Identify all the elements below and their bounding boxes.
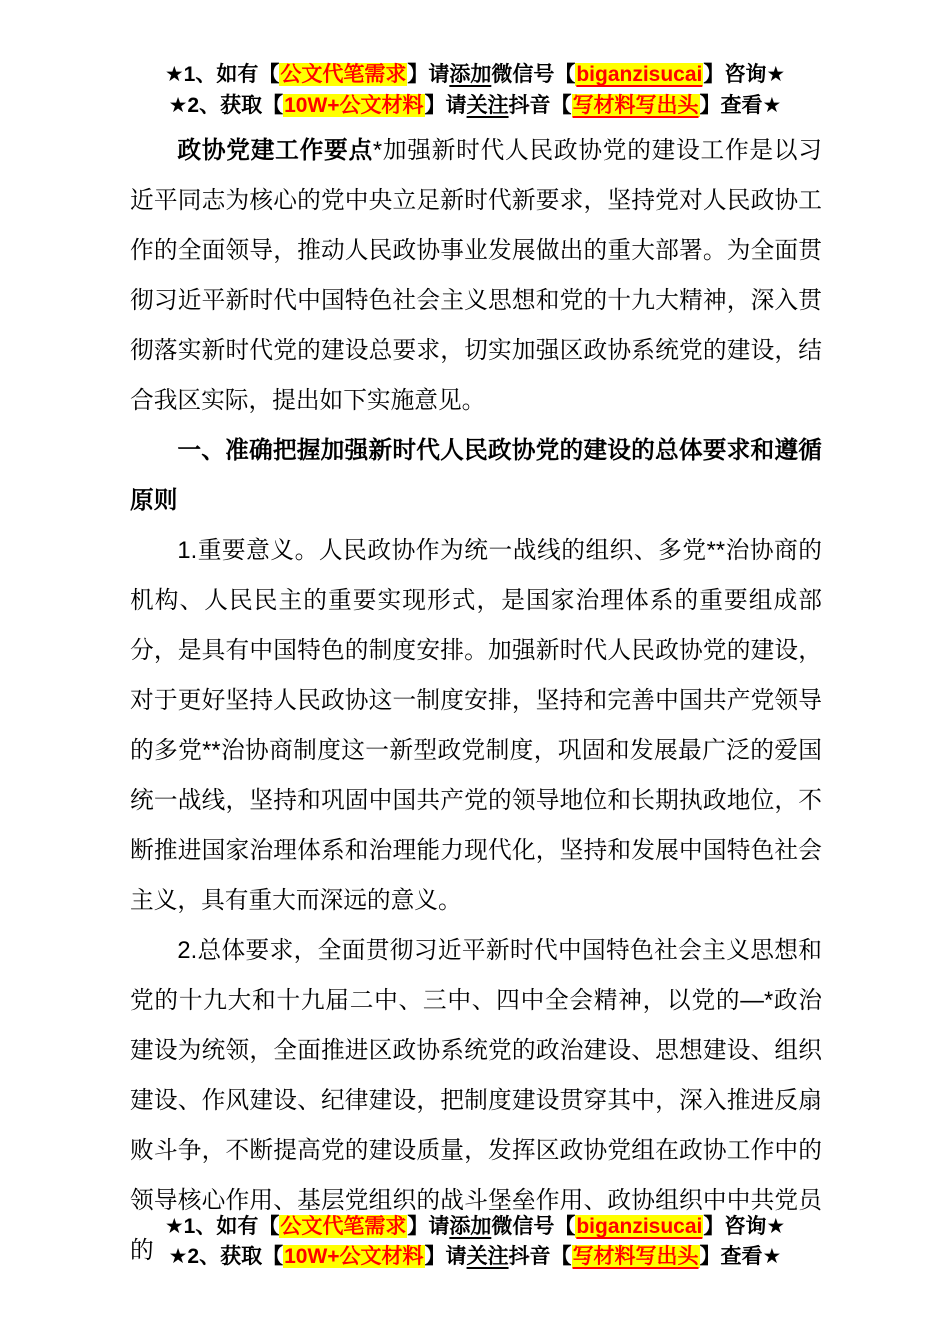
notice-2-prefix: ★2、获取【 (168, 94, 284, 117)
notice-2-mid1: 】请 (424, 94, 467, 117)
intro-paragraph (130, 126, 822, 426)
section-heading-1: 一、准确把握加强新时代人民政协党的建设的总体要求和遵循原则 (130, 438, 822, 514)
notice-1-prefix: ★1、如有【 (164, 1215, 280, 1238)
footer-notice (0, 1212, 950, 1272)
intro-text: *加强新时代人民政协党的建设工作是以习近平同志为核心的党中央立足新时代新要求，坚持党对人民政协工作的全面领导，推动人民政协事业发展做出的重大部署。为全面贯彻习近平新时代中国特色社会主义思想和党的十九大精神，深入贯彻落实新时代党的建设总要求，切实加强区政协系统党的建设，结合我区实际，提出如下实施意见。 (130, 138, 822, 414)
header-notice (0, 0, 950, 121)
paragraph-importance: 1.重要意义。人民政协作为统一战线的组织、多党**治协商的机构、人民民主的重要实现形式，是国家治理体系的重要组成部分，是具有中国特色的制度安排。加强新时代人民政协党的建设，对于更好坚持人民政协这一制度安排，坚持和完善中国共产党领导的多党**治协商制度这一新型政党制度，巩固和发展最广泛的爱国统一战线，坚持和巩固中国共产党的领导地位和长期执政地位，不断推进国家治理体系和治理能力现代化，坚持和发展中国特色社会主义，具有重大而深远的意义。 (130, 538, 822, 914)
notice-2-mid2: 抖音【 (508, 94, 572, 117)
page-title: 政协党建工作要点 (177, 138, 373, 164)
notice-2-suffix: 】查看★ (699, 94, 782, 117)
notice-1-mid2: 微信号【 (491, 1215, 576, 1238)
notice-2-highlight-materials: 10W+公文材料 (284, 94, 424, 117)
notice-1-highlight-service: 公文代笔需求 (280, 63, 407, 86)
notice-1-mid2: 微信号【 (491, 63, 576, 86)
notice-line-2 (0, 90, 950, 121)
notice-1-prefix: ★1、如有【 (164, 63, 280, 86)
notice-1-mid1: 】请 (407, 1215, 450, 1238)
notice-2-action-follow: 关注 (466, 94, 509, 117)
notice-2-prefix: ★2、获取【 (168, 1245, 284, 1268)
notice-2-highlight-materials: 10W+公文材料 (284, 1245, 424, 1268)
notice-line-2 (0, 1242, 950, 1272)
notice-line-1 (0, 1212, 950, 1242)
document-body (130, 126, 822, 1276)
notice-1-wechat-id: biganzisucai (576, 1215, 703, 1238)
notice-1-highlight-service: 公文代笔需求 (280, 1215, 407, 1238)
paragraph-overall-requirements: 2.总体要求，全面贯彻习近平新时代中国特色社会主义思想和党的十九大和十九届二中、三中、四中全会精神，以党的—*政治建设为统领，全面推进区政协系统党的政治建设、思想建设、组织建设、作风建设、纪律建设，把制度建设贯穿其中，深入推进反扇败斗争，不断提高党的建设质量，发挥区政协党组在政协工作中的领导核心作用、基层党组织的战斗堡垒作用、政协组织中中共党员的 (130, 938, 822, 1264)
notice-1-mid1: 】请 (407, 63, 450, 86)
notice-2-mid2: 抖音【 (508, 1245, 572, 1268)
notice-1-suffix: 】咨询★ (703, 63, 786, 86)
notice-2-mid1: 】请 (424, 1245, 467, 1268)
notice-1-suffix: 】咨询★ (703, 1215, 786, 1238)
notice-1-action-add: 添加 (449, 1215, 492, 1238)
notice-2-action-follow: 关注 (466, 1245, 509, 1268)
notice-1-action-add: 添加 (449, 63, 492, 86)
notice-2-douyin-id: 写材料写出头 (572, 1245, 699, 1268)
notice-line-1 (0, 59, 950, 90)
notice-2-suffix: 】查看★ (699, 1245, 782, 1268)
notice-2-douyin-id: 写材料写出头 (572, 94, 699, 117)
notice-1-wechat-id: biganzisucai (576, 63, 703, 86)
